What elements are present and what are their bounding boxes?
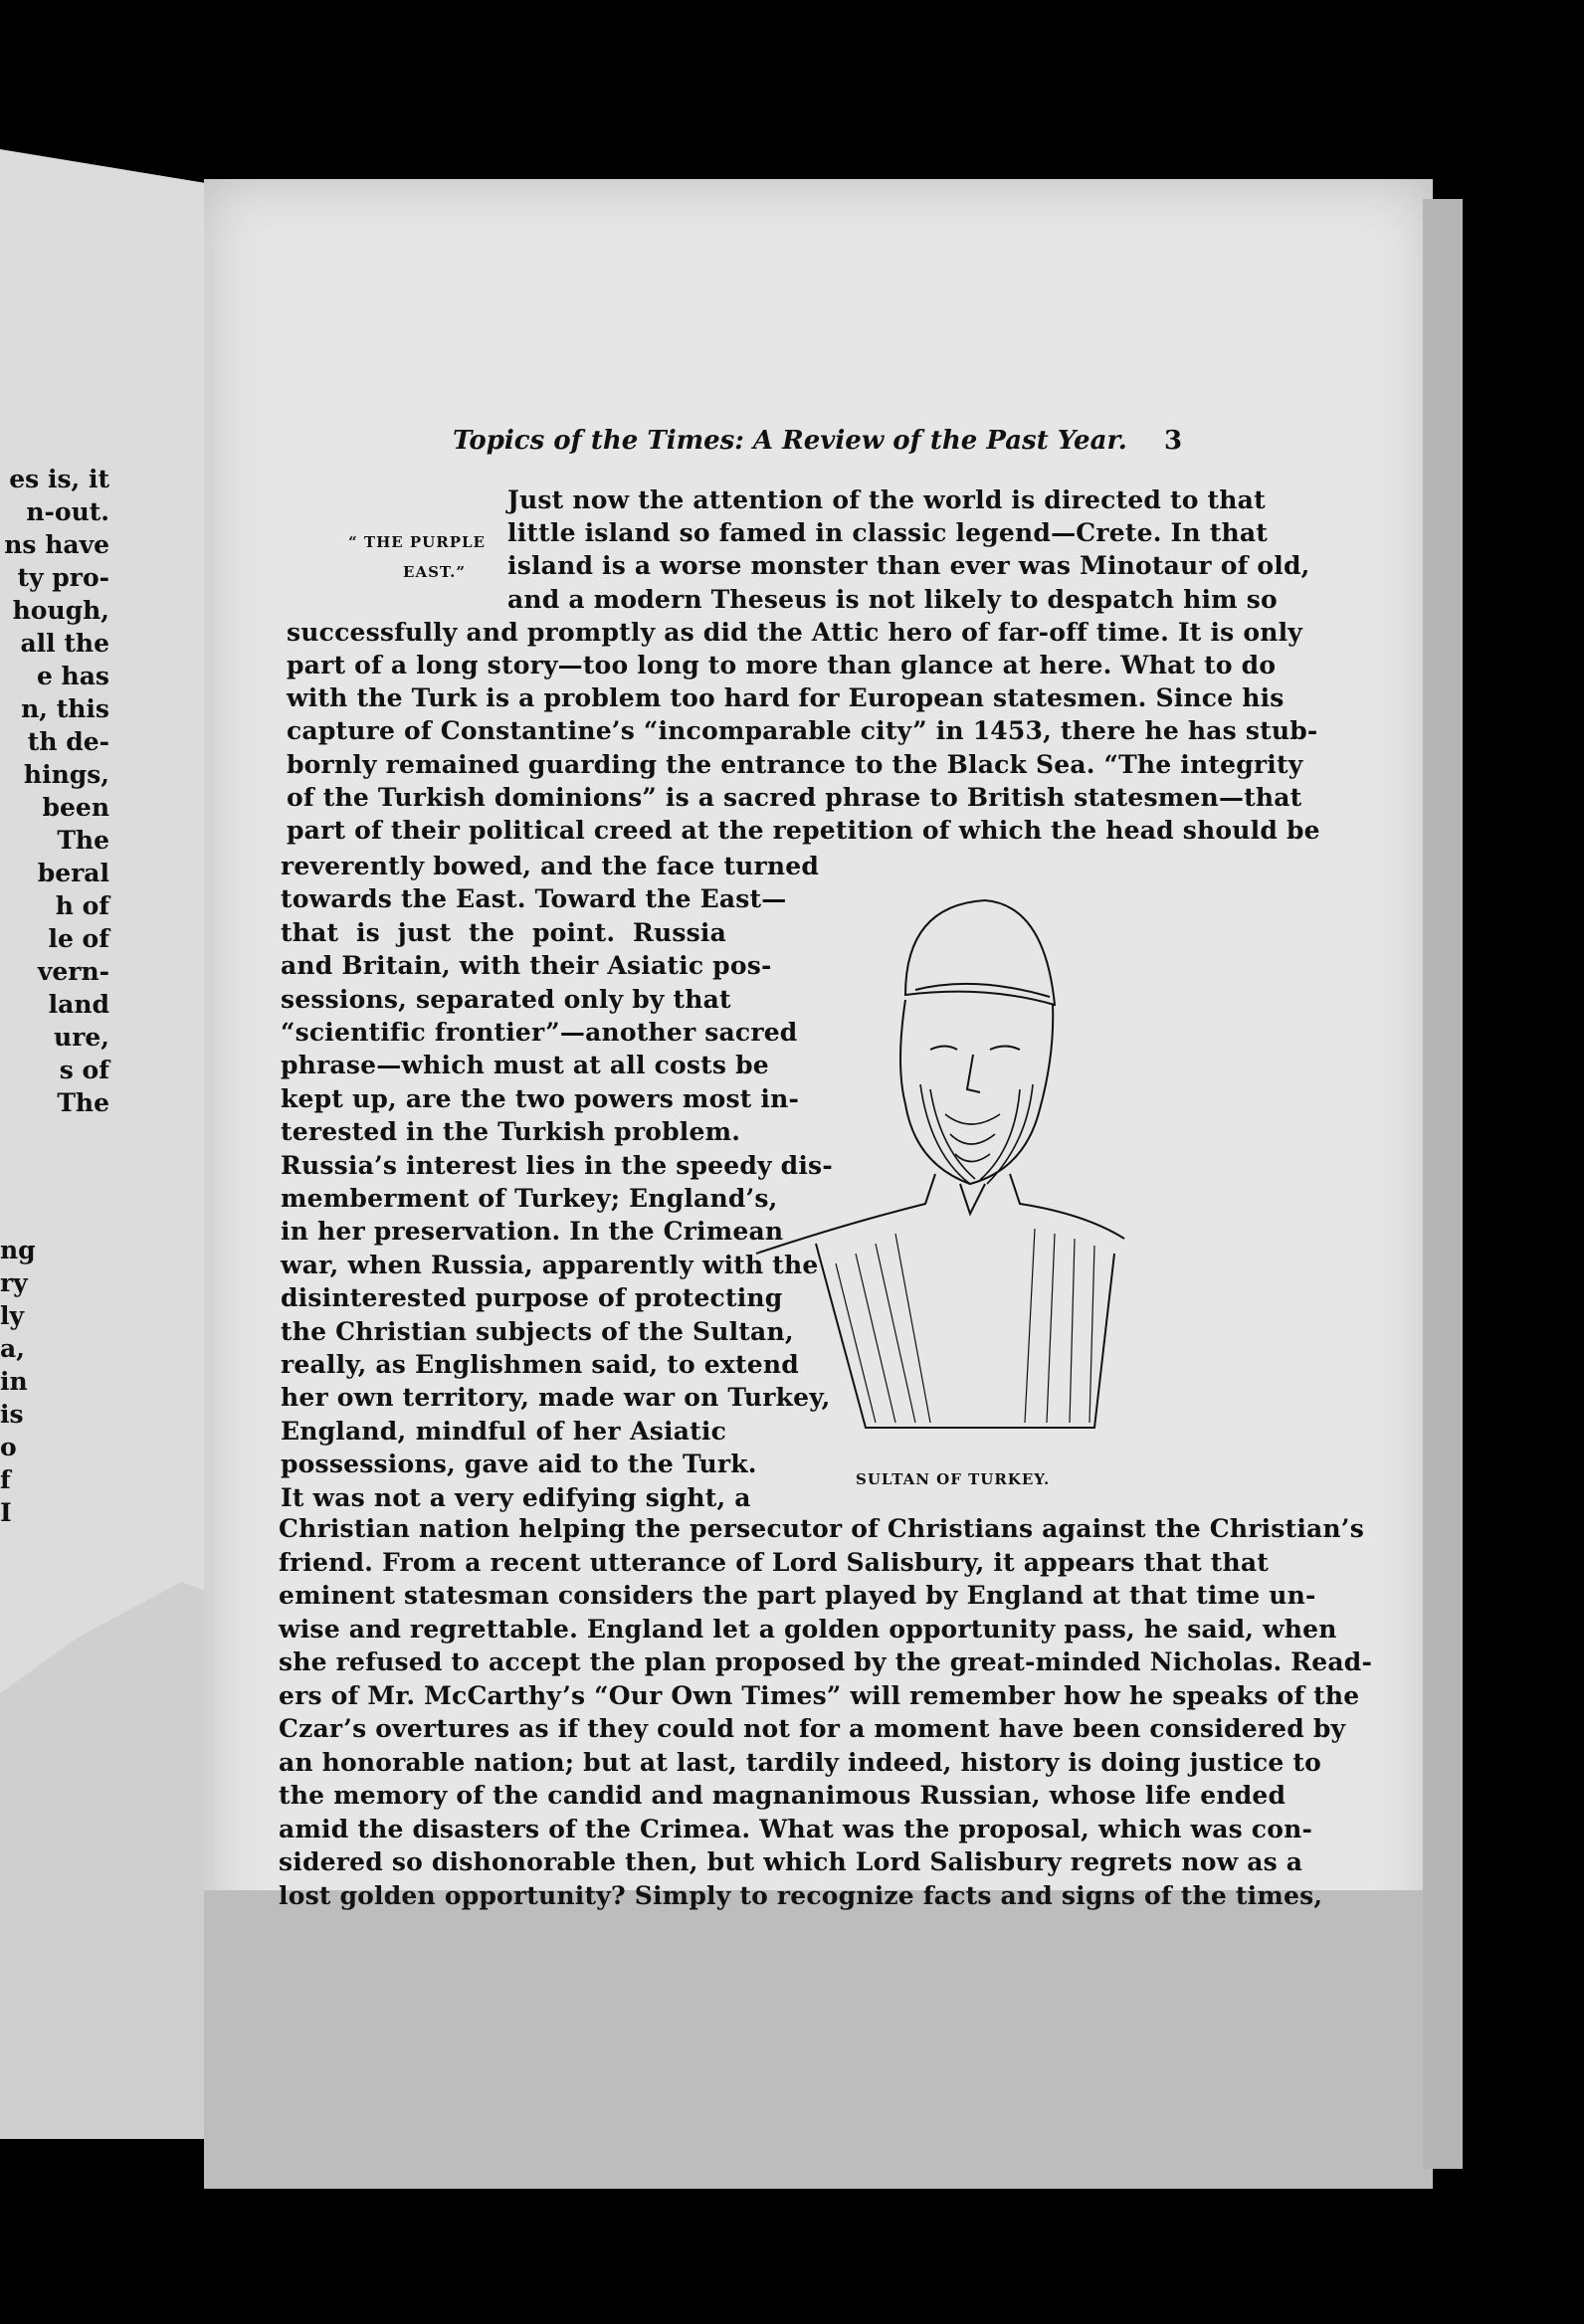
column-line: phrase—which must at all costs be: [281, 1051, 769, 1080]
column-line: England, mindful of her Asiatic: [281, 1416, 726, 1446]
bottom-line: amid the disasters of the Crimea. What was the proposal, which was con-: [279, 1814, 1313, 1843]
fragment-line: e has: [36, 662, 109, 690]
paragraph-line: little island so famed in classic legend—Crete. In that: [507, 518, 1268, 548]
sultan-portrait-illustration: [756, 885, 1134, 1472]
fragment-line: o: [0, 1433, 17, 1461]
marginal-note: [316, 527, 486, 587]
fragment-line: ty pro-: [17, 563, 109, 592]
paragraph-line: of the Turkish dominions” is a sacred phrase to British statesmen—that: [287, 782, 1302, 812]
column-line: in her preservation. In the Crimean: [281, 1217, 784, 1247]
fragment-line: land: [48, 990, 109, 1019]
fragment-line: ns have: [4, 530, 109, 559]
column-line: sessions, separated only by that: [281, 984, 731, 1014]
fragment-line: all the: [20, 629, 109, 658]
bottom-line: lost golden opportunity? Simply to recognize facts and signs of the times,: [279, 1880, 1323, 1910]
column-line: that is just the point. Russia: [281, 917, 726, 947]
column-line: reverently bowed, and the face turned: [281, 852, 820, 880]
fragment-line: n-out.: [26, 497, 109, 526]
paragraph-line: part of their political creed at the repetition of which the head should be: [287, 816, 1320, 845]
bottom-line: an honorable nation; but at last, tardily indeed, history is doing justice to: [279, 1747, 1321, 1777]
fragment-line: h of: [55, 891, 109, 920]
fragment-line: is: [0, 1400, 24, 1429]
column-line: Russia’s interest lies in the speedy dis-: [281, 1150, 833, 1180]
fragment-line: n, this: [21, 694, 109, 723]
fragment-line: th de-: [27, 727, 109, 756]
bottom-line: the memory of the candid and magnanimous Russian, whose life ended: [279, 1781, 1287, 1810]
fragment-line: ry: [0, 1268, 28, 1297]
paragraph-line: and a modern Theseus is not likely to despatch him so: [507, 584, 1278, 614]
left-fragment-lower-text: [0, 1234, 36, 1529]
running-head: Topics of the Times: A Review of the Past Year.: [453, 426, 1127, 456]
paragraph-line: bornly remained guarding the entrance to the Black Sea. “The integrity: [287, 749, 1303, 779]
bottom-line: eminent statesman considers the part played by England at that time un-: [279, 1581, 1316, 1610]
column-line: terested in the Turkish problem.: [281, 1117, 741, 1147]
bottom-line: Christian nation helping the persecutor of Christians against the Christian’s: [279, 1514, 1364, 1543]
fragment-line: a,: [0, 1334, 25, 1363]
column-line: disinterested purpose of protecting: [281, 1283, 783, 1313]
fragment-line: hough,: [12, 596, 109, 625]
bottom-line: wise and regrettable. England let a golden opportunity pass, he said, when: [279, 1614, 1337, 1644]
bottom-line: ers of Mr. McCarthy’s “Our Own Times” will remember how he speaks of the: [279, 1680, 1360, 1710]
fragment-line: s of: [59, 1056, 109, 1084]
fragment-line: le of: [48, 924, 109, 953]
column-line: and Britain, with their Asiatic pos-: [281, 951, 772, 981]
fragment-line: vern-: [37, 957, 109, 986]
paragraph-line: with the Turk is a problem too hard for European statesmen. Since his: [287, 683, 1285, 713]
bottom-line: friend. From a recent utterance of Lord Salisbury, it appears that that: [279, 1547, 1270, 1577]
column-line: “scientific frontier”—another sacred: [281, 1018, 798, 1047]
paragraph-line: Just now the attention of the world is directed to that: [507, 485, 1266, 514]
bottom-line: she refused to accept the plan proposed by the great-minded Nicholas. Read-: [279, 1647, 1373, 1676]
column-line: war, when Russia, apparently with the: [281, 1250, 819, 1279]
column-line: It was not a very edifying sight, a: [281, 1482, 751, 1512]
column-line: really, as Englishmen said, to extend: [281, 1350, 799, 1379]
column-line: towards the East. Toward the East—: [281, 884, 787, 914]
illustration-caption: SULTAN OF TURKEY.: [856, 1470, 1051, 1488]
fragment-line: in: [0, 1367, 28, 1396]
paragraph-line: island is a worse monster than ever was Minotaur of old,: [507, 551, 1310, 581]
fragment-line: hings,: [23, 760, 109, 789]
bottom-line: sidered so dishonorable then, but which Lord Salisbury regrets now as a: [279, 1847, 1303, 1876]
fragment-line: I: [0, 1498, 12, 1527]
page-right-edge: [1423, 199, 1463, 2169]
paragraph-line: capture of Constantine’s “incomparable city” in 1453, there he has stub-: [287, 716, 1318, 746]
column-line: the Christian subjects of the Sultan,: [281, 1316, 794, 1346]
column-line: kept up, are the two powers most in-: [281, 1083, 800, 1113]
fragment-line: es is, it: [9, 465, 109, 493]
marginal-note-line: “ THE PURPLE: [348, 533, 486, 551]
column-line: possessions, gave aid to the Turk.: [281, 1450, 757, 1479]
bottom-line: Czar’s overtures as if they could not for a moment have been considered by: [279, 1714, 1346, 1743]
fragment-line: The: [57, 1088, 109, 1117]
page-number: 3: [1164, 426, 1183, 456]
column-line: memberment of Turkey; England’s,: [281, 1184, 778, 1213]
column-line: her own territory, made war on Turkey,: [281, 1383, 831, 1413]
paragraph-line: successfully and promptly as did the Attic hero of far-off time. It is only: [287, 617, 1303, 647]
paragraph-line: part of a long story—too long to more than glance at here. What to do: [287, 651, 1277, 679]
torn-page-bottom: [204, 1890, 1433, 2189]
fragment-line: ure,: [54, 1023, 109, 1052]
fragment-line: beral: [37, 859, 109, 887]
fragment-line: f: [0, 1465, 11, 1494]
fragment-line: The: [57, 826, 109, 855]
fragment-line: ly: [0, 1301, 25, 1330]
marginal-note-line: EAST.”: [403, 563, 466, 581]
fragment-line: ng: [0, 1236, 36, 1264]
fragment-line: been: [42, 793, 109, 822]
left-fragment-upper-text: [0, 463, 109, 1119]
